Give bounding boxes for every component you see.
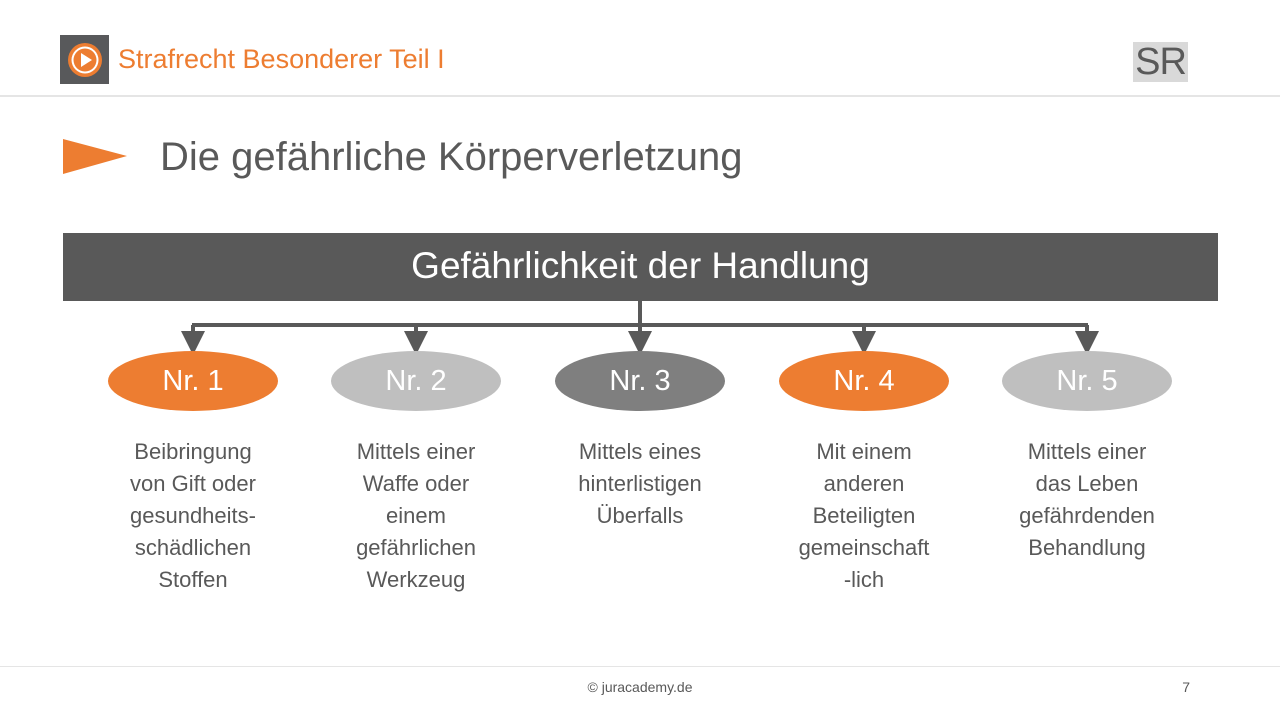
description-line: gefährdenden [1019,503,1155,528]
description-line: Waffe oder [362,471,470,496]
description-line: gesundheits- [130,503,256,528]
description-line: Mittels einer [356,439,476,464]
node-description-1 [108,436,278,596]
sr-badge: SR [1133,42,1188,82]
page-number: 7 [1182,679,1190,695]
description-line: Beteiligten [812,503,916,528]
description-line: Überfalls [596,503,684,528]
description-line: Mittels einer [1027,439,1147,464]
footer-divider [0,666,1280,667]
description-line: gefährlichen [356,535,476,560]
description-line: das Leben [1035,471,1139,496]
description-line: Mittels eines [578,439,702,464]
node-oval-1: Nr. 1 [108,351,278,411]
description-line: hinterlistigen [578,471,702,496]
root-node: Gefährlichkeit der Handlung [63,233,1218,301]
course-title: Strafrecht Besonderer Teil I [118,44,445,74]
node-oval-5: Nr. 5 [1002,351,1172,411]
description-line: Werkzeug [366,567,466,592]
node-oval-2: Nr. 2 [331,351,501,411]
description-line: Stoffen [158,567,228,592]
node-oval-4: Nr. 4 [779,351,949,411]
description-line: Beibringung [134,439,252,464]
description-line: anderen [823,471,905,496]
node-description-2 [331,436,501,596]
node-description-3 [555,436,725,532]
description-line: -lich [843,567,885,592]
node-description-4 [779,436,949,596]
description-line: einem [386,503,446,528]
copyright: © juracademy.de [587,679,693,695]
description-line: gemeinschaft [798,535,930,560]
description-line: schädlichen [134,535,252,560]
description-line: Mit einem [816,439,912,464]
description-line: von Gift oder [130,471,256,496]
slide-title: Die gefährliche Körperverletzung [160,135,743,179]
description-line: Behandlung [1028,535,1146,560]
node-oval-3: Nr. 3 [555,351,725,411]
node-description-5 [1002,436,1172,564]
